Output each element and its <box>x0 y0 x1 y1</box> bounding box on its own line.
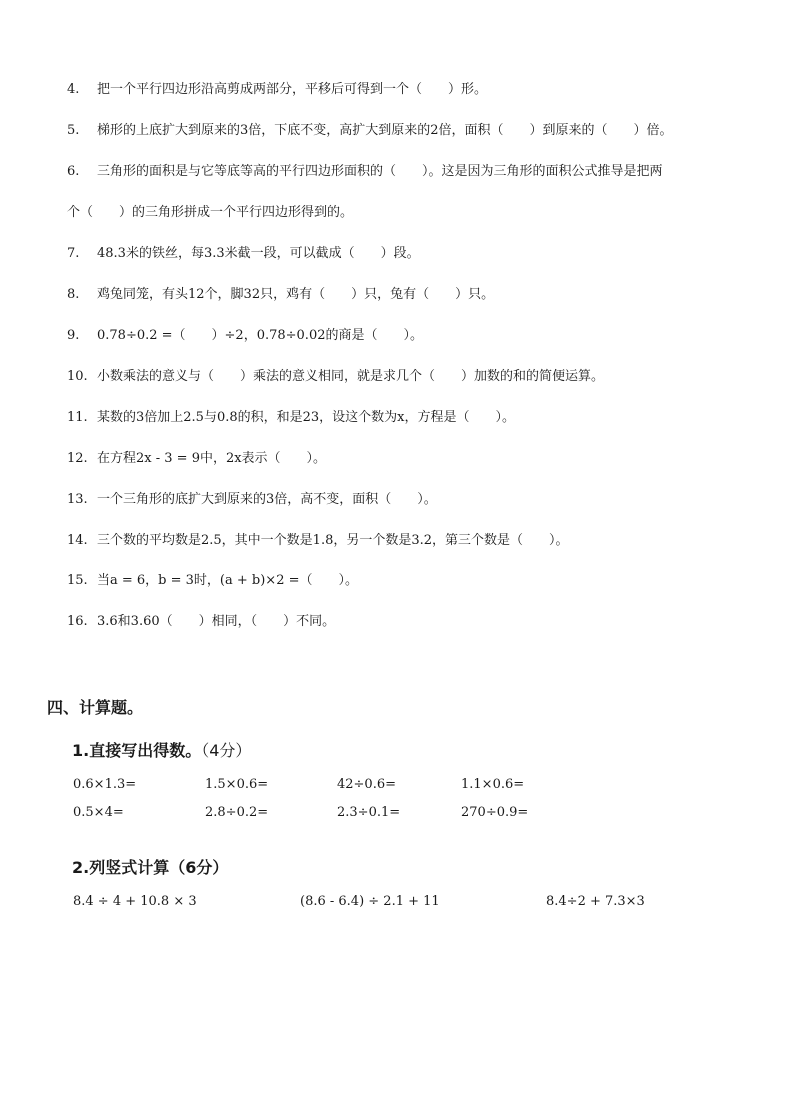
vertical-calc-item: 8.4÷2 + 7.3×3 <box>546 894 645 909</box>
question-text: 一个三角形的底扩大到原来的3倍，高不变，面积（ ）。 <box>97 492 437 507</box>
question-number: 5. <box>67 123 80 138</box>
question-text: 0.78÷0.2 =（ ）÷2，0.78÷0.02的商是（ ）。 <box>97 328 423 343</box>
question-number: 15. <box>67 573 88 588</box>
question-6 <box>67 163 663 181</box>
question-text: 在方程2x - 3 = 9中，2x表示（ ）。 <box>97 451 327 466</box>
question-text: 三个数的平均数是2.5，其中一个数是1.8，另一个数是3.2，第三个数是（ ）。 <box>97 533 569 548</box>
question-9 <box>67 327 423 345</box>
question-7 <box>67 245 420 263</box>
calc-item: 42÷0.6= <box>337 777 397 792</box>
question-text: 当a = 6，b = 3时，(a + b)×2 =（ ）。 <box>97 573 358 588</box>
question-11 <box>67 409 515 427</box>
vertical-calc-item: 8.4 ÷ 4 + 10.8 × 3 <box>73 894 197 909</box>
question-8 <box>67 286 494 304</box>
question-number: 9. <box>67 328 80 343</box>
question-10 <box>67 368 604 386</box>
question-text: 48.3米的铁丝，每3.3米截一段，可以截成（ ）段。 <box>97 246 420 261</box>
part1-title <box>72 738 251 761</box>
question-text: 梯形的上底扩大到原来的3倍，下底不变，高扩大到原来的2倍，面积（ ）到原来的（ ）倍。 <box>97 123 673 138</box>
question-number: 13. <box>67 492 88 507</box>
question-text: 小数乘法的意义与（ ）乘法的意义相同，就是求几个（ ）加数的和的简便运算。 <box>97 369 605 384</box>
question-number: 10. <box>67 369 88 384</box>
question-number: 8. <box>67 287 80 302</box>
part1-title-text: 1.直接写出得数。 <box>72 741 202 760</box>
question-number: 7. <box>67 246 80 261</box>
question-text: 某数的3倍加上2.5与0.8的积，和是23，设这个数为x，方程是（ ）。 <box>97 410 515 425</box>
question-text: 把一个平行四边形沿高剪成两部分，平移后可得到一个（ ）形。 <box>97 82 488 97</box>
question-number: 14. <box>67 533 88 548</box>
question-number: 16. <box>67 614 88 629</box>
question-number: 6. <box>67 164 80 179</box>
part1-points: （4分） <box>201 741 252 760</box>
question-number: 4. <box>67 82 80 97</box>
question-number: 11. <box>67 410 88 425</box>
question-14 <box>67 532 569 550</box>
question-5 <box>67 122 673 140</box>
section-title: 四、计算题。 <box>47 698 144 717</box>
calc-item: 270÷0.9= <box>461 805 529 820</box>
question-6-continued <box>67 204 353 222</box>
question-text: 3.6和3.60（ ）相同，（ ）不同。 <box>97 614 336 629</box>
part2-title: 2.列竖式计算（6分） <box>72 858 229 877</box>
question-text: 三角形的面积是与它等底等高的平行四边形面积的（ ）。这是因为三角形的面积公式推导是把两 <box>97 164 663 179</box>
vertical-calc-item: (8.6 - 6.4) ÷ 2.1 + 11 <box>300 894 440 909</box>
calc-item: 1.1×0.6= <box>461 777 525 792</box>
question-text: 鸡兔同笼，有头12个，脚32只，鸡有（ ）只，兔有（ ）只。 <box>97 287 495 302</box>
question-13 <box>67 491 437 509</box>
question-text: 个（ ）的三角形拼成一个平行四边形得到的。 <box>67 205 354 220</box>
question-16 <box>67 613 335 631</box>
calc-item: 0.5×4= <box>73 805 124 820</box>
calc-item: 2.8÷0.2= <box>205 805 269 820</box>
question-4 <box>67 81 487 99</box>
question-15 <box>67 572 358 590</box>
question-number: 12. <box>67 451 88 466</box>
calc-item: 2.3÷0.1= <box>337 805 401 820</box>
calc-item: 0.6×1.3= <box>73 777 137 792</box>
question-12 <box>67 450 326 468</box>
calc-item: 1.5×0.6= <box>205 777 269 792</box>
